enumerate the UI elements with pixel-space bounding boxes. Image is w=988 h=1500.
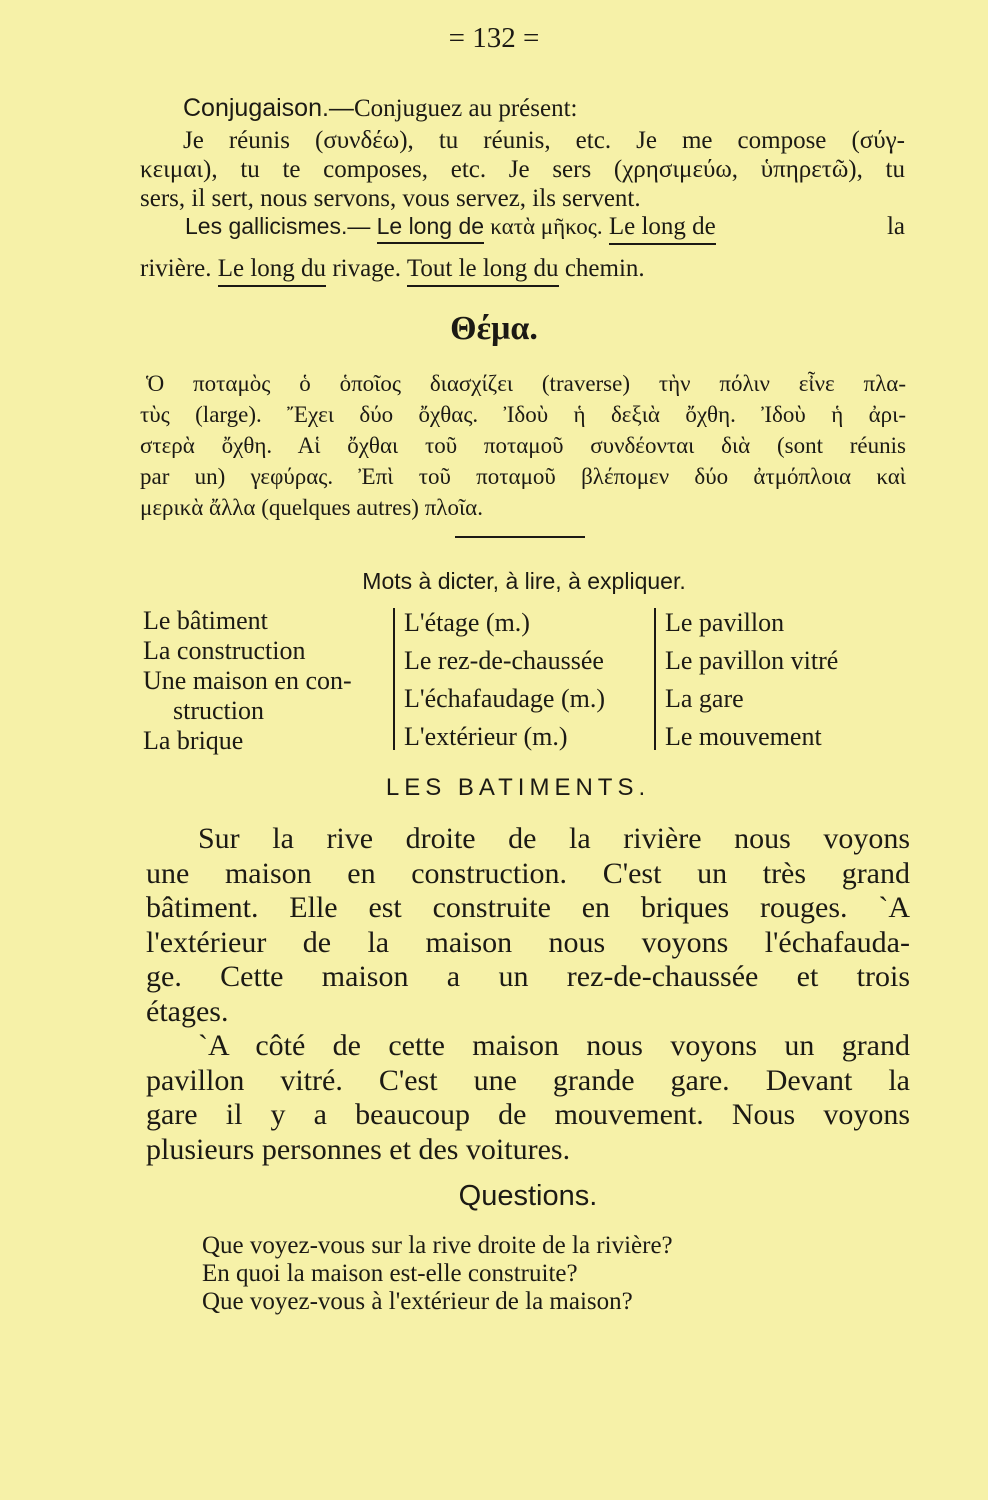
conjugaison-line-3: sers, il sert, nous servons, vous servez, ils servent. bbox=[140, 185, 641, 212]
mots-word: Le pavillon vitré bbox=[665, 646, 839, 675]
text-line: étages. bbox=[146, 994, 229, 1028]
mots-column-1 bbox=[143, 606, 352, 756]
conjugaison-label: Conjugaison.— bbox=[183, 94, 354, 122]
text-line: Sur la rive droite de la rivière nous voyons bbox=[198, 822, 910, 855]
column-divider-1 bbox=[393, 608, 395, 750]
gallicismes-example-1: Le long de bbox=[609, 213, 716, 245]
mots-column-2 bbox=[404, 604, 605, 756]
mots-word: La gare bbox=[665, 684, 744, 713]
text-line: bâtiment. Elle est construite en briques rouges. `A bbox=[146, 891, 910, 924]
mots-word: Le pavillon bbox=[665, 608, 785, 637]
mots-title: Mots à dicter, à lire, à expliquer. bbox=[362, 568, 686, 594]
text-line: pavillon vitré. C'est une grande gare. Devant la bbox=[146, 1063, 910, 1097]
text-line: `A côté de cette maison nous voyons un grand bbox=[198, 1029, 910, 1062]
batiments-paragraph-2 bbox=[146, 1029, 910, 1167]
mots-word: Une maison en con- bbox=[143, 666, 352, 695]
gallicismes-example-1-rest: la bbox=[886, 213, 905, 240]
mots-column-3 bbox=[665, 604, 838, 756]
conjugaison-line-1: Je réunis (συνδέω), tu réunis, etc. Je me compose (σύγ- bbox=[183, 127, 905, 154]
mots-word: Le bâtiment bbox=[143, 606, 268, 635]
theme-line-5: μερικὰ ἄλλα (quelques autres) πλοῖα. bbox=[140, 495, 483, 520]
mots-word: L'échafaudage (m.) bbox=[404, 684, 606, 713]
mots-word: struction bbox=[173, 696, 264, 725]
text-line: gare il y a beaucoup de mouvement. Nous voyons bbox=[146, 1098, 910, 1131]
gallicismes-example-3: Tout le long du bbox=[407, 255, 559, 287]
gallicismes-greek: κατὰ μῆκος. bbox=[490, 214, 603, 239]
text-line: plusieurs personnes et des voitures. bbox=[146, 1132, 571, 1166]
mots-word: L'extérieur (m.) bbox=[404, 722, 568, 751]
gallicismes-line-2: rivière. Le long du rivage. Tout le long du chemin. bbox=[140, 254, 645, 283]
theme-line-4: par un) γεφύρας. Ἐπὶ τοῦ ποταμοῦ βλέπομεν δύο ἀτμόπλοια καὶ bbox=[140, 464, 906, 489]
question-item: Que voyez-vous sur la rive droite de la rivière? bbox=[202, 1232, 673, 1259]
gallicismes-line-1 bbox=[185, 212, 905, 241]
conjugaison-line-2: κειμαι), tu te composes, etc. Je sers (χρησιμεύω, ὑπηρετῶ), tu bbox=[140, 156, 905, 183]
question-item: Que voyez-vous à l'extérieur de la maison? bbox=[202, 1288, 633, 1315]
page-number: = 132 = bbox=[448, 22, 540, 54]
gallicismes-label: Les gallicismes.— bbox=[185, 213, 371, 239]
conjugaison-heading bbox=[183, 94, 578, 123]
text-line: une maison en construction. C'est un très grand bbox=[146, 856, 910, 890]
theme-title: Θέμα. bbox=[450, 310, 538, 347]
column-divider-2 bbox=[654, 608, 656, 750]
mots-word: La brique bbox=[143, 726, 244, 755]
theme-line-1: Ὁ ποταμὸς ὁ ὁποῖος διασχίζει (traverse) τὴν πόλιν εἶνε πλα- bbox=[146, 371, 906, 396]
questions-title: Questions. bbox=[458, 1180, 598, 1212]
mots-word: Le mouvement bbox=[665, 722, 822, 751]
conjugaison-instruction: Conjuguez au présent: bbox=[353, 95, 578, 122]
mots-word: La construction bbox=[143, 636, 306, 665]
question-item: En quoi la maison est-elle construite? bbox=[202, 1260, 578, 1287]
section-divider bbox=[455, 536, 585, 538]
batiments-title: LES BATIMENTS. bbox=[385, 774, 651, 801]
theme-line-3: στερὰ ὄχθη. Αἱ ὄχθαι τοῦ ποταμοῦ συνδέονται διὰ (sont réunis bbox=[140, 433, 906, 458]
gallicismes-expression: Le long de bbox=[377, 213, 484, 244]
text-line: l'extérieur de la maison nous voyons l'échafauda- bbox=[146, 925, 910, 959]
gallicismes-example-2: Le long du bbox=[218, 255, 326, 287]
batiments-paragraph-1 bbox=[146, 822, 910, 1029]
theme-line-2: τὺς (large). Ἔχει δύο ὄχθας. Ἰδοὺ ἡ δεξιὰ ὄχθη. Ἰδοὺ ἡ ἀρι- bbox=[140, 402, 906, 427]
text-line: ge. Cette maison a un rez-de-chaussée et trois bbox=[146, 960, 910, 993]
mots-word: L'étage (m.) bbox=[404, 608, 530, 637]
mots-word: Le rez-de-chaussée bbox=[404, 646, 604, 675]
